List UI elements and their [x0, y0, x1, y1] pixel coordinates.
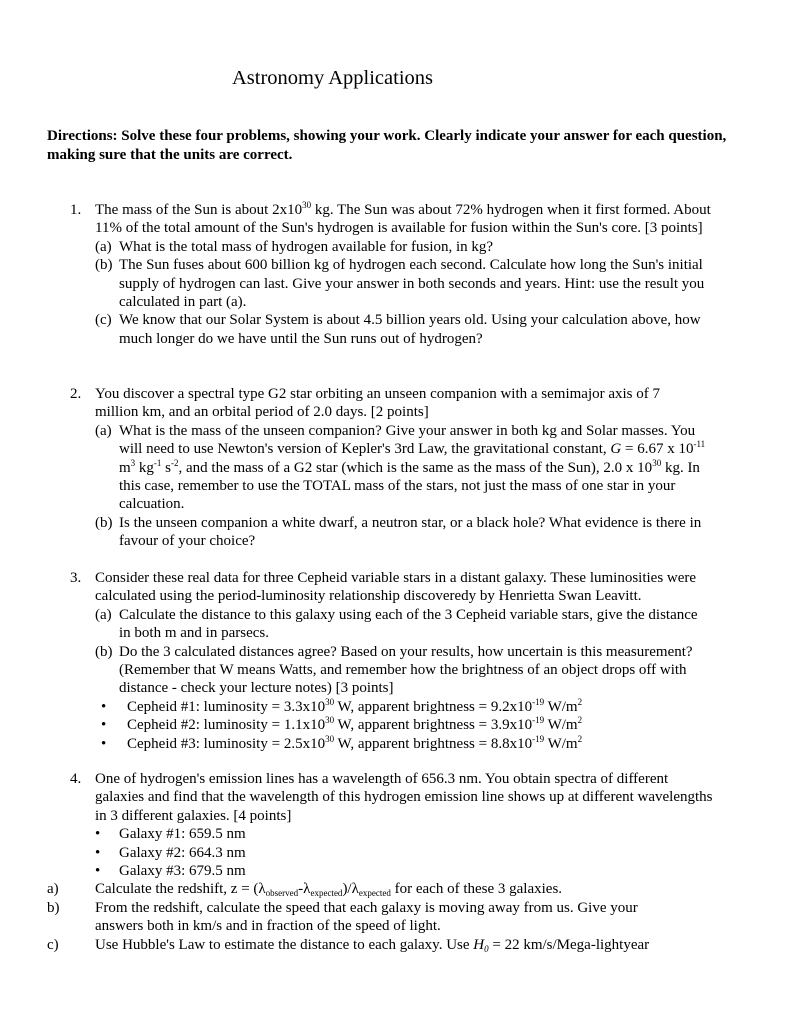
question-1 [0, 201, 790, 348]
list-item: • Galaxy #3: 679.5 nm [95, 863, 246, 880]
question-number: 4. [70, 771, 82, 787]
question-part: (a) Calculate the distance to this galaxy using each of the 3 Cepheid variable stars, give the distance in both m and in parsecs. [95, 606, 698, 642]
question-number: 1. [70, 202, 82, 218]
directions: Directions: Solve these four problems, showing your work. Clearly indicate your answer for each question, making sure that the units are correct. [47, 128, 727, 163]
question-number: 2. [70, 386, 82, 402]
question-part: (b) Is the unseen companion a white dwarf, a neutron star, or a black hole? What evidence is there in favour of your choice? [95, 514, 702, 550]
question-part: (c) We know that our Solar System is about 4.5 billion years old. Using your calculation above, how much longer do we have until the Sun runs out of hydrogen? [95, 312, 701, 347]
question-part: (b) The Sun fuses about 600 billion kg of hydrogen each second. Calculate how long the Sun's initial supply of hydrogen can last. Give your answer in both seconds and years. Hint: use the result you calculated in part (a). [95, 257, 705, 311]
question-part: c) Use Hubble's Law to estimate the distance to each galaxy. Use $H_0 = 22$ km/s/Mega-lightyear [47, 936, 650, 954]
question-4 [0, 770, 790, 954]
question-text: Consider these real data for three Cepheid variable stars in a distant galaxy. These luminosities were calculated using the period-luminosity relationship discoveredy by Henrietta Swan Leavitt. [95, 570, 697, 605]
question-text: The mass of the Sun is about $2x10^{30}$ kg. The Sun was about 72% hydrogen when it first formed. About 11% of the total amount of the Sun's hydrogen is available for fusion within the Sun's core. [3 points] [95, 200, 711, 237]
list-item: • Cepheid #3: luminosity = $2.5x10^{30}$ W, apparent brightness = $8.8x10^{-19}$ $W/m^2$ [101, 733, 583, 752]
question-3 [0, 569, 790, 753]
question-part: a) Calculate the redshift, $z = (\lambda_{observed}-\lambda_{expected})/\lambda_{expected}$ for each of these 3 galaxies. [47, 881, 563, 899]
question-number: 3. [70, 570, 82, 586]
question-part: b) From the redshift, calculate the speed that each galaxy is moving away from us. Give your answers both in km/s and in fraction of the speed of light. [47, 899, 638, 935]
list-item: • Cepheid #2: luminosity = $1.1x10^{30}$ W, apparent brightness = $3.9x10^{-19}$ $W/m^2$ [101, 715, 583, 734]
question-2 [0, 385, 790, 551]
list-item: • Galaxy #1: 659.5 nm [95, 826, 246, 843]
list-item: • Galaxy #2: 664.3 nm [95, 844, 246, 861]
question-text: One of hydrogen's emission lines has a wavelength of 656.3 nm. You obtain spectra of different galaxies and find that the wavelength of this hydrogen emission line shows up at different wavelengths in 3 different galaxies. [4 points] [95, 771, 713, 824]
question-text: You discover a spectral type G2 star orbiting an unseen companion with a semimajor axis of 7 million km, and an orbital period of 2.0 days. [2 points] [95, 386, 661, 421]
question-part: (a) What is the total mass of hydrogen available for fusion, in kg? [95, 238, 494, 255]
question-part: (a) What is the mass of the unseen companion? Give your answer in both kg and Solar masses. You will need to use Newton's version of Kepler's 3rd Law, the gravitational constant, G = 6.67 x $10^{-11}$ $m^3$ $kg^{-1}$ $s^{-2}$, and the mass of a G2 star (which is the same as the mass of the Sun), 2.0 x $10^{30}$ kg. In this case, remember to use the TOTAL mass of the stars, not just the mass of one star in your calcuation. [95, 422, 706, 513]
page-title: Astronomy Applications [231, 67, 433, 89]
question-part: (b) Do the 3 calculated distances agree? Based on your results, how uncertain is this measurement? (Remember that W means Watts, and remember how the brightness of an object drops off with distance - check your lecture notes) [3 points] [95, 643, 693, 697]
list-item: • Cepheid #1: luminosity = $3.3x10^{30}$ W, apparent brightness = $9.2x10^{-19}$ $W/m^2$ [101, 696, 583, 715]
